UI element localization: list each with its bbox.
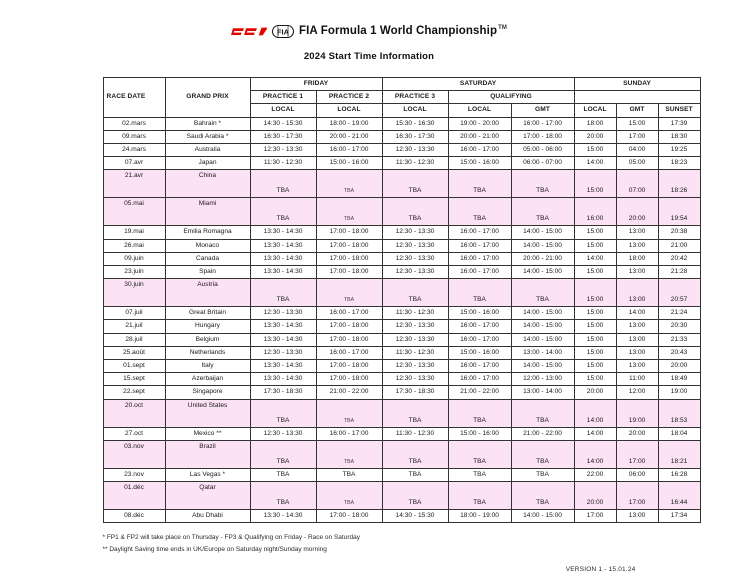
cell-grand-prix: Mexico ** [165, 427, 250, 440]
cell-sunset: 20:00 [658, 360, 700, 373]
cell-p2: 17:00 - 18:00 [316, 226, 382, 239]
page-header [0, 0, 738, 62]
cell-p1: TBA [250, 468, 316, 481]
cell-s-local: 15:00 [574, 170, 616, 198]
cell-s-gmt: 05:00 [616, 157, 658, 170]
cell-q-local: 16:00 - 17:00 [448, 320, 511, 333]
table-row [103, 266, 700, 279]
cell-p3: 12:30 - 13:30 [382, 239, 448, 252]
cell-q-local: 15:00 - 16:00 [448, 307, 511, 320]
cell-s-gmt: 13:00 [616, 346, 658, 359]
cell-p2: 17:00 - 18:00 [316, 239, 382, 252]
table-row [103, 279, 700, 307]
cell-p2: TBA [316, 482, 382, 510]
table-row [103, 386, 700, 399]
cell-p1: TBA [250, 482, 316, 510]
cell-sunset: 21:28 [658, 266, 700, 279]
cell-p2: 17:00 - 18:00 [316, 266, 382, 279]
cell-race-date: 07.juil [103, 307, 165, 320]
cell-race-date: 21.juil [103, 320, 165, 333]
cell-s-gmt: 04:00 [616, 144, 658, 157]
cell-s-gmt: 07:00 [616, 170, 658, 198]
cell-race-date: 26.mai [103, 239, 165, 252]
col-header-p1-local: LOCAL [250, 104, 316, 117]
col-header-practice-1: PRACTICE 1 [250, 91, 316, 104]
col-header-race-date: RACE DATE [103, 78, 165, 118]
footnotes [103, 532, 636, 556]
cell-s-local: 14:00 [574, 427, 616, 440]
cell-s-local: 14:00 [574, 252, 616, 265]
cell-q-local: TBA [448, 399, 511, 427]
cell-s-gmt: 20:00 [616, 427, 658, 440]
cell-race-date: 09.mars [103, 130, 165, 143]
cell-sunset: 20:30 [658, 320, 700, 333]
cell-s-gmt: 13:00 [616, 239, 658, 252]
cell-s-gmt: 13:00 [616, 266, 658, 279]
table-row [103, 468, 700, 481]
footnote-1: * FP1 & FP2 will take place on Thursday - FP3 & Qualifying on Friday - Race on Saturday [102, 534, 360, 542]
cell-p2: TBA [316, 170, 382, 198]
cell-s-local: 16:00 [574, 198, 616, 226]
cell-p2: 18:00 - 19:00 [316, 117, 382, 130]
cell-q-gmt: TBA [511, 440, 574, 468]
cell-race-date: 20.oct [103, 399, 165, 427]
cell-p3: TBA [382, 279, 448, 307]
fia-logo-icon [272, 25, 294, 38]
cell-p3: TBA [382, 468, 448, 481]
table-row [103, 170, 700, 198]
cell-q-gmt: 16:00 - 17:00 [511, 117, 574, 130]
cell-p2: TBA [316, 468, 382, 481]
table-row [103, 144, 700, 157]
cell-s-local: 15:00 [574, 226, 616, 239]
cell-s-local: 15:00 [574, 239, 616, 252]
cell-sunset: 18:26 [658, 170, 700, 198]
cell-s-local: 20:00 [574, 130, 616, 143]
cell-s-gmt: 13:00 [616, 510, 658, 523]
cell-p2: 16:00 - 17:00 [316, 307, 382, 320]
cell-s-local: 22:00 [574, 468, 616, 481]
table-row [103, 346, 700, 359]
cell-q-gmt: 14:00 - 15:00 [511, 510, 574, 523]
cell-p1: 13:30 - 14:30 [250, 333, 316, 346]
cell-p3: 11:30 - 12:30 [382, 427, 448, 440]
cell-p2: TBA [316, 399, 382, 427]
cell-p3: 12:30 - 13:30 [382, 360, 448, 373]
cell-q-gmt: TBA [511, 198, 574, 226]
cell-sunset: 19:00 [658, 386, 700, 399]
cell-sunset: 20:57 [658, 279, 700, 307]
cell-sunset: 16:28 [658, 468, 700, 481]
cell-q-local: 15:00 - 16:00 [448, 427, 511, 440]
cell-q-gmt: TBA [511, 468, 574, 481]
table-row [103, 307, 700, 320]
cell-grand-prix: Monaco [165, 239, 250, 252]
cell-s-local: 14:00 [574, 399, 616, 427]
cell-p1: 12:30 - 13:30 [250, 346, 316, 359]
cell-grand-prix: Abu Dhabi [165, 510, 250, 523]
table-body [103, 117, 700, 523]
cell-p1: 13:30 - 14:30 [250, 373, 316, 386]
cell-s-local: 15:00 [574, 346, 616, 359]
schedule-table [103, 77, 701, 523]
cell-grand-prix: Australia [165, 144, 250, 157]
cell-grand-prix: Qatar [165, 482, 250, 510]
table-row [103, 333, 700, 346]
cell-q-local: TBA [448, 440, 511, 468]
cell-sunset: 18:53 [658, 399, 700, 427]
cell-p2: 17:00 - 18:00 [316, 252, 382, 265]
cell-q-gmt: 13:00 - 14:00 [511, 346, 574, 359]
col-header-qualifying: QUALIFYING [448, 91, 574, 104]
cell-s-gmt: 11:00 [616, 373, 658, 386]
cell-s-local: 20:00 [574, 482, 616, 510]
cell-p1: 13:30 - 14:30 [250, 252, 316, 265]
cell-q-local: 18:00 - 19:00 [448, 510, 511, 523]
cell-q-local: TBA [448, 482, 511, 510]
cell-q-gmt: TBA [511, 279, 574, 307]
schedule-table-wrap [103, 77, 693, 523]
cell-grand-prix: Netherlands [165, 346, 250, 359]
cell-sunset: 19:25 [658, 144, 700, 157]
cell-q-local: 15:00 - 16:00 [448, 157, 511, 170]
cell-sunset: 20:43 [658, 346, 700, 359]
cell-p1: 17:30 - 18:30 [250, 386, 316, 399]
cell-grand-prix: Austria [165, 279, 250, 307]
cell-p2: 21:00 - 22:00 [316, 386, 382, 399]
cell-s-local: 20:00 [574, 386, 616, 399]
cell-s-gmt: 19:00 [616, 399, 658, 427]
cell-race-date: 15.sept [103, 373, 165, 386]
cell-grand-prix: Japan [165, 157, 250, 170]
cell-s-gmt: 13:00 [616, 333, 658, 346]
cell-race-date: 08.déc [103, 510, 165, 523]
cell-q-gmt: 14:00 - 15:00 [511, 266, 574, 279]
cell-race-date: 24.mars [103, 144, 165, 157]
header-row-1 [103, 78, 700, 91]
col-header-friday: FRIDAY [250, 78, 382, 91]
cell-p1: TBA [250, 198, 316, 226]
cell-sunset: 21:00 [658, 239, 700, 252]
cell-grand-prix: Brazil [165, 440, 250, 468]
cell-race-date: 05.mai [103, 198, 165, 226]
table-row [103, 130, 700, 143]
cell-p2: 17:00 - 18:00 [316, 320, 382, 333]
cell-race-date: 21.avr [103, 170, 165, 198]
cell-p1: 13:30 - 14:30 [250, 360, 316, 373]
col-header-sunset: SUNSET [658, 104, 700, 117]
cell-q-local: TBA [448, 279, 511, 307]
cell-sunset: 21:24 [658, 307, 700, 320]
table-row [103, 482, 700, 510]
cell-p1: 13:30 - 14:30 [250, 226, 316, 239]
brand-title: FIA Formula 1 World Championship™ [299, 25, 507, 37]
cell-p3: TBA [382, 198, 448, 226]
cell-s-local: 15:00 [574, 373, 616, 386]
cell-race-date: 23.nov [103, 468, 165, 481]
cell-s-gmt: 12:00 [616, 386, 658, 399]
cell-s-gmt: 17:00 [616, 482, 658, 510]
table-row [103, 117, 700, 130]
cell-q-gmt: TBA [511, 482, 574, 510]
cell-sunset: 17:39 [658, 117, 700, 130]
cell-q-gmt: 14:00 - 15:00 [511, 239, 574, 252]
cell-p3: TBA [382, 399, 448, 427]
cell-sunset: 18:23 [658, 157, 700, 170]
col-header-race-gmt: GMT [616, 104, 658, 117]
cell-p3: 12:30 - 13:30 [382, 252, 448, 265]
cell-sunset: 19:54 [658, 198, 700, 226]
cell-grand-prix: Miami [165, 198, 250, 226]
cell-sunset: 20:38 [658, 226, 700, 239]
cell-race-date: 28.juil [103, 333, 165, 346]
cell-p3: 16:30 - 17:30 [382, 130, 448, 143]
col-header-sunday-blank [574, 91, 700, 104]
cell-p2: TBA [316, 279, 382, 307]
cell-q-gmt: 14:00 - 15:00 [511, 360, 574, 373]
col-header-sunday: SUNDAY [574, 78, 700, 91]
cell-q-local: 16:00 - 17:00 [448, 266, 511, 279]
cell-grand-prix: China [165, 170, 250, 198]
cell-grand-prix: Hungary [165, 320, 250, 333]
cell-s-gmt: 13:00 [616, 320, 658, 333]
cell-s-local: 15:00 [574, 307, 616, 320]
cell-s-gmt: 13:00 [616, 279, 658, 307]
col-header-qualifying-gmt: GMT [511, 104, 574, 117]
cell-grand-prix: Azerbaijan [165, 373, 250, 386]
cell-p3: 11:30 - 12:30 [382, 157, 448, 170]
cell-s-gmt: 14:00 [616, 307, 658, 320]
cell-p2: 17:00 - 18:00 [316, 333, 382, 346]
cell-race-date: 09.juin [103, 252, 165, 265]
col-header-practice-3: PRACTICE 3 [382, 91, 448, 104]
cell-q-gmt: 14:00 - 15:00 [511, 226, 574, 239]
cell-q-gmt: 13:00 - 14:00 [511, 386, 574, 399]
cell-p1: 14:30 - 15:30 [250, 117, 316, 130]
cell-race-date: 25.août [103, 346, 165, 359]
cell-p3: 12:30 - 13:30 [382, 373, 448, 386]
cell-race-date: 22.sept [103, 386, 165, 399]
cell-s-local: 14:00 [574, 440, 616, 468]
cell-p1: 13:30 - 14:30 [250, 320, 316, 333]
cell-sunset: 17:34 [658, 510, 700, 523]
cell-sunset: 18:49 [658, 373, 700, 386]
cell-q-gmt: 06:00 - 07:00 [511, 157, 574, 170]
cell-s-gmt: 17:00 [616, 440, 658, 468]
cell-q-gmt: TBA [511, 170, 574, 198]
cell-p3: 15:30 - 16:30 [382, 117, 448, 130]
cell-p2: 17:00 - 18:00 [316, 360, 382, 373]
cell-p3: 14:30 - 15:30 [382, 510, 448, 523]
cell-p1: 16:30 - 17:30 [250, 130, 316, 143]
cell-p1: 13:30 - 14:30 [250, 266, 316, 279]
cell-p1: TBA [250, 279, 316, 307]
cell-p3: 11:30 - 12:30 [382, 346, 448, 359]
table-row [103, 239, 700, 252]
cell-q-local: 19:00 - 20:00 [448, 117, 511, 130]
cell-p3: 12:30 - 13:30 [382, 320, 448, 333]
cell-grand-prix: Singapore [165, 386, 250, 399]
cell-race-date: 01.déc [103, 482, 165, 510]
cell-p1: TBA [250, 399, 316, 427]
cell-grand-prix: Bahrain * [165, 117, 250, 130]
cell-p2: 16:00 - 17:00 [316, 144, 382, 157]
cell-s-gmt: 15:00 [616, 117, 658, 130]
cell-race-date: 30.juin [103, 279, 165, 307]
cell-p3: 12:30 - 13:30 [382, 266, 448, 279]
cell-sunset: 18:30 [658, 130, 700, 143]
cell-p2: 20:00 - 21:00 [316, 130, 382, 143]
cell-q-local: 16:00 - 17:00 [448, 226, 511, 239]
col-header-saturday: SATURDAY [382, 78, 574, 91]
cell-grand-prix: Las Vegas * [165, 468, 250, 481]
cell-grand-prix: Emilia Romagna [165, 226, 250, 239]
cell-sunset: 20:42 [658, 252, 700, 265]
cell-q-local: 16:00 - 17:00 [448, 333, 511, 346]
table-row [103, 198, 700, 226]
footnote-2: ** Daylight Saving time ends in UK/Europe on Saturday night/Sunday morning [102, 546, 327, 554]
cell-q-local: TBA [448, 468, 511, 481]
cell-s-local: 17:00 [574, 510, 616, 523]
trademark-mark: TM [498, 25, 507, 32]
cell-s-gmt: 18:00 [616, 252, 658, 265]
cell-p1: 12:30 - 13:30 [250, 427, 316, 440]
cell-s-local: 15:00 [574, 266, 616, 279]
cell-race-date: 07.avr [103, 157, 165, 170]
cell-q-local: 16:00 - 17:00 [448, 144, 511, 157]
cell-p2: 16:00 - 17:00 [316, 427, 382, 440]
cell-p3: 17:30 - 18:30 [382, 386, 448, 399]
cell-q-local: 16:00 - 17:00 [448, 252, 511, 265]
table-row [103, 252, 700, 265]
cell-race-date: 27.oct [103, 427, 165, 440]
svg-text:FIA: FIA [277, 26, 289, 36]
cell-s-local: 15:00 [574, 144, 616, 157]
cell-q-gmt: 14:00 - 15:00 [511, 333, 574, 346]
cell-p1: 13:30 - 14:30 [250, 239, 316, 252]
cell-p3: 12:30 - 13:30 [382, 333, 448, 346]
col-header-qualifying-local: LOCAL [448, 104, 511, 117]
cell-race-date: 19.mai [103, 226, 165, 239]
cell-p1: 13:30 - 14:30 [250, 510, 316, 523]
col-header-p3-local: LOCAL [382, 104, 448, 117]
table-header [103, 78, 700, 118]
page-subtitle: 2024 Start Time Information [303, 51, 435, 62]
table-row [103, 157, 700, 170]
cell-p1: 12:30 - 13:30 [250, 307, 316, 320]
cell-race-date: 23.juin [103, 266, 165, 279]
cell-sunset: 16:44 [658, 482, 700, 510]
brand-line [0, 22, 738, 40]
cell-p2: TBA [316, 198, 382, 226]
cell-grand-prix: Spain [165, 266, 250, 279]
cell-p1: TBA [250, 170, 316, 198]
cell-p2: 15:00 - 16:00 [316, 157, 382, 170]
cell-p2: 16:00 - 17:00 [316, 346, 382, 359]
cell-q-local: TBA [448, 198, 511, 226]
cell-s-gmt: 06:00 [616, 468, 658, 481]
table-row [103, 373, 700, 386]
cell-race-date: 03.nov [103, 440, 165, 468]
cell-s-local: 18:00 [574, 117, 616, 130]
col-header-p2-local: LOCAL [316, 104, 382, 117]
cell-race-date: 01.sept [103, 360, 165, 373]
table-row [103, 427, 700, 440]
cell-q-gmt: 21:00 - 22:00 [511, 427, 574, 440]
col-header-grand-prix: GRAND PRIX [165, 78, 250, 118]
table-row [103, 226, 700, 239]
cell-q-gmt: 17:00 - 18:00 [511, 130, 574, 143]
col-header-practice-2: PRACTICE 2 [316, 91, 382, 104]
cell-p1: 12:30 - 13:30 [250, 144, 316, 157]
cell-p3: 12:30 - 13:30 [382, 226, 448, 239]
cell-q-gmt: TBA [511, 399, 574, 427]
cell-p2: TBA [316, 440, 382, 468]
col-header-race-local: LOCAL [574, 104, 616, 117]
cell-p3: TBA [382, 482, 448, 510]
cell-q-gmt: 05:00 - 06:00 [511, 144, 574, 157]
cell-p3: 11:30 - 12:30 [382, 307, 448, 320]
cell-q-local: 16:00 - 17:00 [448, 360, 511, 373]
cell-s-local: 15:00 [574, 320, 616, 333]
cell-s-local: 14:00 [574, 157, 616, 170]
f1-logo-icon [231, 25, 267, 38]
cell-q-local: 15:00 - 16:00 [448, 346, 511, 359]
cell-s-gmt: 13:00 [616, 226, 658, 239]
cell-q-gmt: 14:00 - 15:00 [511, 320, 574, 333]
cell-race-date: 02.mars [103, 117, 165, 130]
cell-grand-prix: Great Britain [165, 307, 250, 320]
cell-p2: 17:00 - 18:00 [316, 373, 382, 386]
cell-p1: 11:30 - 12:30 [250, 157, 316, 170]
version-label: VERSION 1 - 15.01.24 [565, 566, 636, 573]
cell-q-gmt: 20:00 - 21:00 [511, 252, 574, 265]
cell-s-gmt: 13:00 [616, 360, 658, 373]
table-row [103, 440, 700, 468]
cell-p1: TBA [250, 440, 316, 468]
cell-grand-prix: Italy [165, 360, 250, 373]
cell-p3: 12:30 - 13:30 [382, 144, 448, 157]
table-row [103, 360, 700, 373]
table-row [103, 320, 700, 333]
cell-grand-prix: Canada [165, 252, 250, 265]
cell-q-local: TBA [448, 170, 511, 198]
cell-s-gmt: 17:00 [616, 130, 658, 143]
cell-sunset: 18:21 [658, 440, 700, 468]
cell-q-gmt: 14:00 - 15:00 [511, 307, 574, 320]
cell-grand-prix: Belgium [165, 333, 250, 346]
cell-q-local: 16:00 - 17:00 [448, 239, 511, 252]
cell-q-local: 16:00 - 17:00 [448, 373, 511, 386]
cell-grand-prix: Saudi Arabia * [165, 130, 250, 143]
cell-sunset: 18:04 [658, 427, 700, 440]
cell-p3: TBA [382, 440, 448, 468]
cell-p2: 17:00 - 18:00 [316, 510, 382, 523]
cell-q-gmt: 12:00 - 13:00 [511, 373, 574, 386]
cell-s-gmt: 20:00 [616, 198, 658, 226]
cell-grand-prix: United States [165, 399, 250, 427]
table-row [103, 399, 700, 427]
cell-q-local: 21:00 - 22:00 [448, 386, 511, 399]
cell-sunset: 21:33 [658, 333, 700, 346]
cell-s-local: 15:00 [574, 360, 616, 373]
cell-q-local: 20:00 - 21:00 [448, 130, 511, 143]
cell-s-local: 15:00 [574, 279, 616, 307]
cell-p3: TBA [382, 170, 448, 198]
cell-s-local: 15:00 [574, 333, 616, 346]
